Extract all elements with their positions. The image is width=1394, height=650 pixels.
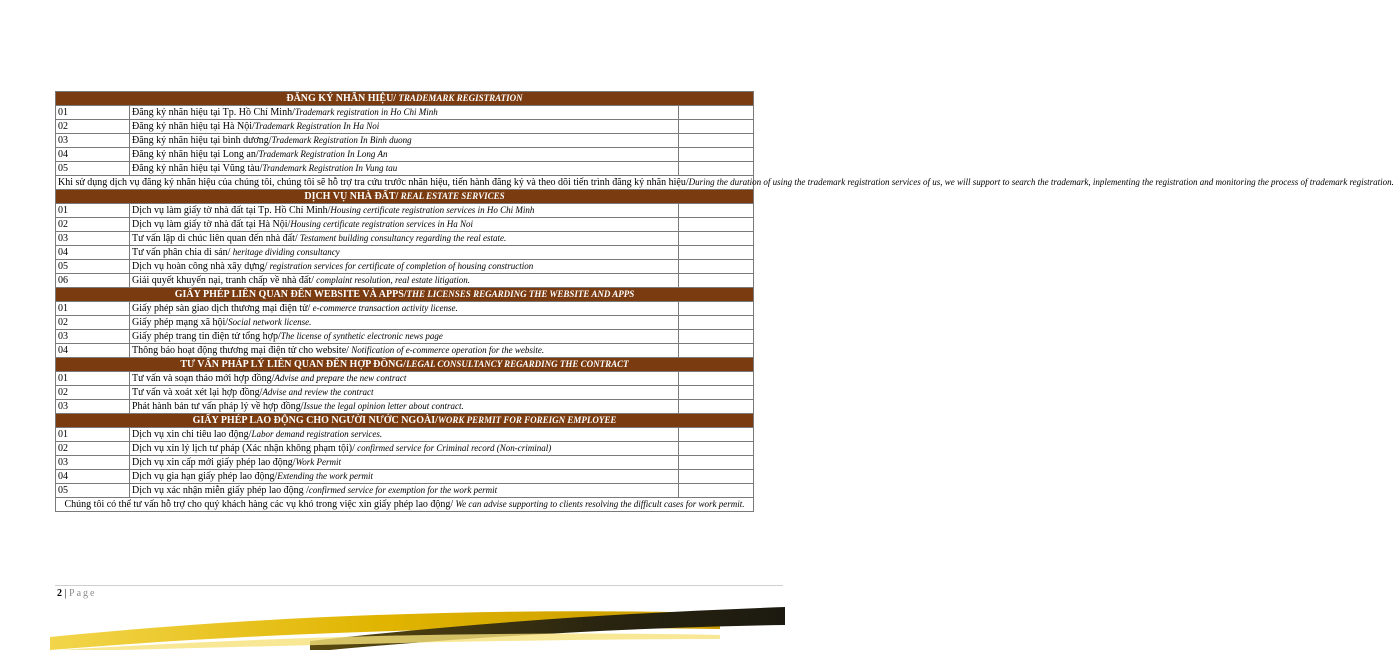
row-text-en: registration services for certificate of completion of housing construction <box>267 261 534 271</box>
row-extra <box>679 162 754 176</box>
row-extra <box>679 134 754 148</box>
row-extra <box>679 316 754 330</box>
row-text-vi: Đăng ký nhãn hiệu tại Long an/ <box>132 149 259 160</box>
row-text-en: Issue the legal opinion letter about contract. <box>303 401 464 411</box>
row-desc <box>130 442 679 456</box>
row-text-vi: Dịch vụ hoàn công nhà xây dựng/ <box>132 261 268 272</box>
row-number: 01 <box>56 428 130 442</box>
table-row <box>56 302 754 316</box>
section-title-en: THE LICENSES REGARDING THE WEBSITE AND APPS <box>406 289 635 299</box>
section-title-en: TRADEMARK REGISTRATION <box>396 93 523 103</box>
row-text-en: confirmed service for exemption for the work permit <box>308 485 498 495</box>
section-note <box>56 176 1394 190</box>
row-extra <box>679 386 754 400</box>
note-text-en: During the duration of using the trademark registration services of us, we will support to search the trademark, inplementing the registration and monitoring the process of trademark registration. <box>688 177 1394 187</box>
row-text-vi: Tư vấn phân chia di sản/ <box>132 247 231 258</box>
row-text-en: e-commerce transaction activity license. <box>310 303 458 313</box>
row-extra <box>679 400 754 414</box>
table-row <box>56 274 754 288</box>
table-row <box>56 246 754 260</box>
section-note-row <box>56 176 754 190</box>
row-text-en: Housing certificate registration services in Ha Noi <box>290 219 473 229</box>
row-desc <box>130 428 679 442</box>
row-extra <box>679 120 754 134</box>
section-title-en: WORK PERMIT FOR FOREIGN EMPLOYEE <box>437 415 617 425</box>
row-text-en: Trademark registration in Ho Chi Minh <box>294 107 438 117</box>
row-number: 02 <box>56 120 130 134</box>
table-row <box>56 232 754 246</box>
section-header-real-estate <box>56 190 754 204</box>
row-text-vi: Giải quyết khuyến nại, tranh chấp về nhà đất/ <box>132 275 314 286</box>
row-text-en: heritage dividing consultancy <box>230 247 340 257</box>
row-text-en: Testament building consultancy regarding the real estate. <box>297 233 507 243</box>
row-desc <box>130 344 679 358</box>
row-extra <box>679 484 754 498</box>
row-number: 04 <box>56 344 130 358</box>
section-header-website-apps <box>56 288 754 302</box>
row-extra <box>679 456 754 470</box>
row-desc <box>130 274 679 288</box>
row-number: 02 <box>56 316 130 330</box>
row-text-en: Trandemark Registration In Vung tau <box>262 163 398 173</box>
row-number: 03 <box>56 400 130 414</box>
row-extra <box>679 260 754 274</box>
row-number: 01 <box>56 372 130 386</box>
row-extra <box>679 470 754 484</box>
row-text-vi: Tư vấn lập di chúc liên quan đến nhà đất/ <box>132 233 298 244</box>
section-note-row <box>56 498 754 512</box>
row-desc <box>130 400 679 414</box>
section-title-vi: ĐĂNG KÝ NHÃN HIỆU/ <box>286 93 397 104</box>
row-number: 01 <box>56 302 130 316</box>
section-header-trademark <box>56 92 754 106</box>
row-extra <box>679 232 754 246</box>
section-note <box>56 498 754 512</box>
row-text-vi: Dịch vụ xin chi tiêu lao động/ <box>132 429 252 440</box>
services-table <box>55 91 1394 512</box>
table-row <box>56 218 754 232</box>
row-number: 02 <box>56 442 130 456</box>
row-text-vi: Đăng ký nhãn hiệu tại Hà Nội/ <box>132 121 255 132</box>
section-title-vi: DỊCH VỤ NHÀ ĐẤT/ <box>304 191 399 202</box>
page-number: 2 <box>57 588 62 599</box>
row-desc <box>130 134 679 148</box>
row-desc <box>130 204 679 218</box>
row-text-vi: Tư vấn và soạn thảo mới hợp đồng/ <box>132 373 275 384</box>
row-text-vi: Phát hành bản tư vấn pháp lý về hợp đồng/ <box>132 401 304 412</box>
row-text-en: Social network license. <box>228 317 312 327</box>
note-text-en: We can advise supporting to clients resolving the difficult cases for work permit. <box>453 499 745 509</box>
row-text-en: Trademark Registration In Binh duong <box>271 135 412 145</box>
row-extra <box>679 330 754 344</box>
section-title-vi: GIẤY PHÉP LIÊN QUAN ĐẾN WEBSITE VÀ APPS/ <box>174 289 407 300</box>
table-row <box>56 484 754 498</box>
row-number: 03 <box>56 456 130 470</box>
note-text-vi: Chúng tôi có thể tư vấn hỗ trợ cho quý khách hàng các vụ khó trong việc xin giấy phép lao động/ <box>64 499 454 510</box>
table-row <box>56 162 754 176</box>
row-text-vi: Giấy phép mạng xã hội/ <box>132 317 229 328</box>
row-desc <box>130 218 679 232</box>
row-desc <box>130 470 679 484</box>
row-desc <box>130 120 679 134</box>
row-text-en: Advise and prepare the new contract <box>274 373 407 383</box>
row-number: 04 <box>56 148 130 162</box>
row-number: 04 <box>56 246 130 260</box>
row-desc <box>130 302 679 316</box>
row-text-en: Labor demand registration services. <box>251 429 383 439</box>
section-title-en: LEGAL CONSULTANCY REGARDING THE CONTRACT <box>405 359 629 369</box>
row-text-vi: Dịch vụ làm giấy tờ nhà đất tại Tp. Hồ Chí Minh/ <box>132 205 331 216</box>
table-row <box>56 134 754 148</box>
decorative-swoosh-graphic <box>0 595 841 650</box>
note-text-vi: Khi sử dụng dịch vụ đăng ký nhãn hiệu của chúng tôi, chúng tôi sẽ hỗ trợ tra cứu trước nhãn hiệu, tiến hành đăng ký và theo dõi tiến trình đăng ký nhãn hiệu/ <box>58 177 689 188</box>
table-row <box>56 204 754 218</box>
row-desc <box>130 106 679 120</box>
row-desc <box>130 330 679 344</box>
table-row <box>56 386 754 400</box>
table-row <box>56 120 754 134</box>
row-text-vi: Dịch vụ làm giấy tờ nhà đất tại Hà Nội/ <box>132 219 291 230</box>
row-text-en: Advise and review the contract <box>262 387 374 397</box>
row-extra <box>679 204 754 218</box>
table-row <box>56 400 754 414</box>
table-row <box>56 470 754 484</box>
row-text-en: Housing certificate registration services in Ho Chi Minh <box>330 205 535 215</box>
row-number: 03 <box>56 330 130 344</box>
section-title-vi: GIẤY PHÉP LAO ĐỘNG CHO NGƯỜI NƯỚC NGOÀI/ <box>192 415 438 426</box>
row-number: 02 <box>56 218 130 232</box>
row-text-en: confirmed service for Criminal record (Non-criminal) <box>354 443 552 453</box>
row-extra <box>679 274 754 288</box>
row-number: 05 <box>56 484 130 498</box>
row-text-en: Work Permit <box>295 457 342 467</box>
row-text-vi: Thông báo hoạt động thương mại điện tử cho website/ <box>132 345 349 356</box>
row-number: 01 <box>56 204 130 218</box>
row-text-vi: Đăng ký nhãn hiệu tại bình dương/ <box>132 135 272 146</box>
row-number: 03 <box>56 232 130 246</box>
page-separator: | <box>62 588 70 599</box>
row-text-en: The license of synthetic electronic news page <box>280 331 443 341</box>
row-text-vi: Đăng ký nhãn hiệu tại Vũng tàu/ <box>132 163 263 174</box>
section-header-work-permit <box>56 414 754 428</box>
row-extra <box>679 302 754 316</box>
row-desc <box>130 246 679 260</box>
row-desc <box>130 386 679 400</box>
row-extra <box>679 442 754 456</box>
table-row <box>56 344 754 358</box>
table-row <box>56 106 754 120</box>
row-number: 03 <box>56 134 130 148</box>
table-row <box>56 316 754 330</box>
row-desc <box>130 456 679 470</box>
table-row <box>56 456 754 470</box>
row-text-vi: Đăng ký nhãn hiệu tại Tp. Hồ Chí Minh/ <box>132 107 295 118</box>
row-desc <box>130 162 679 176</box>
row-extra <box>679 218 754 232</box>
row-extra <box>679 344 754 358</box>
table-row <box>56 442 754 456</box>
row-desc <box>130 148 679 162</box>
section-header-contract <box>56 358 754 372</box>
row-extra <box>679 428 754 442</box>
table-row <box>56 372 754 386</box>
row-text-vi: Dịch vụ gia hạn giấy phép lao động/ <box>132 471 278 482</box>
row-desc <box>130 316 679 330</box>
row-text-vi: Dịch vụ xin lý lịch tư pháp (Xác nhận không phạm tội)/ <box>132 443 355 454</box>
row-text-en: complaint resolution, real estate litigation. <box>313 275 470 285</box>
row-number: 02 <box>56 386 130 400</box>
table-row <box>56 428 754 442</box>
table-row <box>56 260 754 274</box>
row-number: 04 <box>56 470 130 484</box>
row-text-vi: Giấy phép sàn giao dịch thương mại điện tử/ <box>132 303 311 314</box>
section-title-en: REAL ESTATE SERVICES <box>398 191 505 201</box>
row-text-en: Notification of e-commerce operation for the website. <box>348 345 545 355</box>
footer-divider <box>55 585 783 586</box>
row-number: 06 <box>56 274 130 288</box>
table-row <box>56 148 754 162</box>
row-number: 05 <box>56 260 130 274</box>
row-text-en: Trademark Registration In Long An <box>258 149 388 159</box>
row-text-en: Extending the work permit <box>277 471 373 481</box>
row-text-vi: Dịch vụ xin cấp mới giấy phép lao động/ <box>132 457 296 468</box>
row-desc <box>130 232 679 246</box>
section-title-vi: TƯ VẤN PHÁP LÝ LIÊN QUAN ĐẾN HỢP ĐỒNG/ <box>180 359 406 370</box>
row-text-vi: Giấy phép trang tin điện tử tổng hợp/ <box>132 331 281 342</box>
row-desc <box>130 372 679 386</box>
row-extra <box>679 372 754 386</box>
row-extra <box>679 106 754 120</box>
row-extra <box>679 148 754 162</box>
row-text-vi: Tư vấn và xoát xét lại hợp đồng/ <box>132 387 263 398</box>
table-row <box>56 330 754 344</box>
row-text-vi: Dịch vụ xác nhận miễn giấy phép lao động / <box>132 485 309 496</box>
row-desc <box>130 260 679 274</box>
row-extra <box>679 246 754 260</box>
row-number: 05 <box>56 162 130 176</box>
row-text-en: Trademark Registration In Ha Noi <box>254 121 380 131</box>
row-number: 01 <box>56 106 130 120</box>
page-label: Page <box>69 588 97 599</box>
row-desc <box>130 484 679 498</box>
